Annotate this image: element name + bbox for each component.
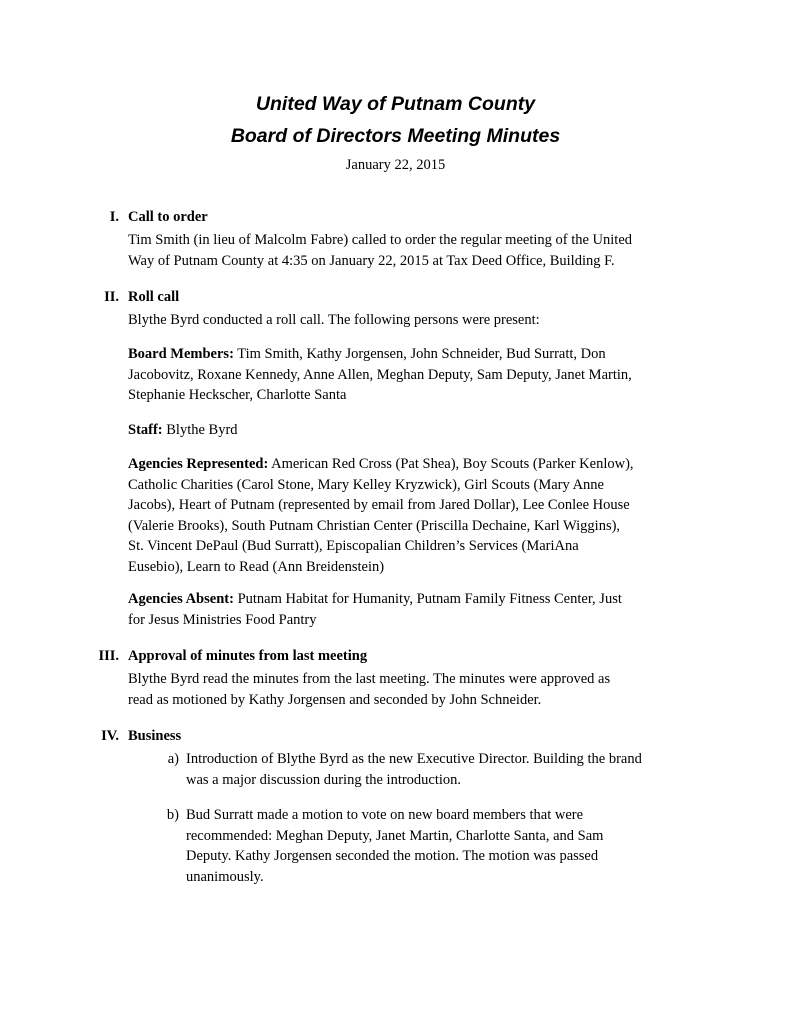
text-line: Introduction of Blythe Byrd as the new Executive Director. Building the brand bbox=[186, 751, 642, 767]
text-line: Jacobs), Heart of Putnam (represented by email from Jared Dollar), Lee Conlee House bbox=[128, 497, 630, 513]
text-line: Catholic Charities (Carol Stone, Mary Kelley Kryzwick), Girl Scouts (Mary Anne bbox=[128, 476, 604, 493]
organization-title: United Way of Putnam County bbox=[255, 93, 536, 115]
document-title: Board of Directors Meeting Minutes bbox=[230, 125, 561, 147]
text-line: St. Vincent DePaul (Bud Surratt), Episcopalian Children’s Services (MariAna bbox=[128, 538, 579, 554]
text-line: Tim Smith, Kathy Jorgensen, John Schneider, Bud Surratt, Don bbox=[233, 346, 606, 362]
section-numeral: III. bbox=[98, 648, 119, 664]
text-line: Stephanie Heckscher, Charlotte Santa bbox=[128, 387, 347, 403]
approval-text bbox=[128, 669, 688, 710]
call-to-order-text bbox=[128, 230, 688, 271]
text-line: Way of Putnam County at 4:35 on January 22, 2015 at Tax Deed Office, Building F. bbox=[128, 252, 615, 269]
section-numeral: I. bbox=[109, 209, 119, 225]
text-line: unanimously. bbox=[186, 868, 264, 885]
text-line: was a major discussion during the introduction. bbox=[186, 771, 462, 788]
staff-value: Blythe Byrd bbox=[162, 422, 238, 438]
text-line: Putnam Habitat for Humanity, Putnam Family Fitness Center, Just bbox=[233, 591, 622, 607]
staff-paragraph bbox=[128, 420, 688, 441]
board-members-label: Board Members: bbox=[128, 346, 234, 362]
item-text bbox=[186, 749, 686, 790]
text-line: Tim Smith (in lieu of Malcolm Fabre) called to order the regular meeting of the United bbox=[128, 232, 633, 248]
board-members-paragraph bbox=[128, 344, 688, 406]
agencies-represented-label: Agencies Represented: bbox=[128, 456, 269, 472]
text-line: recommended: Meghan Deputy, Janet Martin, Charlotte Santa, and Sam bbox=[186, 827, 604, 844]
text-line: (Valerie Brooks), South Putnam Christian Center (Priscilla Dechaine, Karl Wiggins), bbox=[128, 517, 621, 534]
item-letter: b) bbox=[166, 807, 179, 823]
text-line: Deputy. Kathy Jorgensen seconded the motion. The motion was passed bbox=[186, 848, 599, 864]
meeting-date: January 22, 2015 bbox=[345, 157, 446, 173]
text-line: read as motioned by Kathy Jorgensen and seconded by John Schneider. bbox=[128, 691, 542, 708]
section-heading: Roll call bbox=[128, 289, 180, 305]
text-line: American Red Cross (Pat Shea), Boy Scouts (Parker Kenlow), bbox=[268, 456, 634, 472]
section-heading: Business bbox=[128, 728, 182, 744]
text-line: Blythe Byrd read the minutes from the last meeting. The minutes were approved as bbox=[128, 671, 611, 687]
roll-call-intro: Blythe Byrd conducted a roll call. The following persons were present: bbox=[128, 312, 540, 328]
text-line: Bud Surratt made a motion to vote on new board members that were bbox=[186, 807, 584, 823]
section-numeral: II. bbox=[104, 289, 119, 305]
section-heading: Call to order bbox=[128, 209, 208, 225]
item-letter: a) bbox=[167, 751, 179, 767]
staff-label: Staff: bbox=[128, 422, 163, 438]
section-numeral: IV. bbox=[101, 728, 119, 744]
agencies-absent-paragraph bbox=[128, 589, 688, 630]
text-line: Jacobovitz, Roxane Kennedy, Anne Allen, Meghan Deputy, Sam Deputy, Janet Martin, bbox=[128, 366, 632, 383]
item-text bbox=[186, 805, 686, 887]
agencies-represented-paragraph bbox=[128, 454, 688, 577]
agencies-absent-label: Agencies Absent: bbox=[128, 591, 234, 607]
text-line: Eusebio), Learn to Read (Ann Breidenstein) bbox=[128, 558, 385, 575]
text-line: for Jesus Ministries Food Pantry bbox=[128, 611, 317, 628]
section-heading: Approval of minutes from last meeting bbox=[128, 648, 368, 664]
